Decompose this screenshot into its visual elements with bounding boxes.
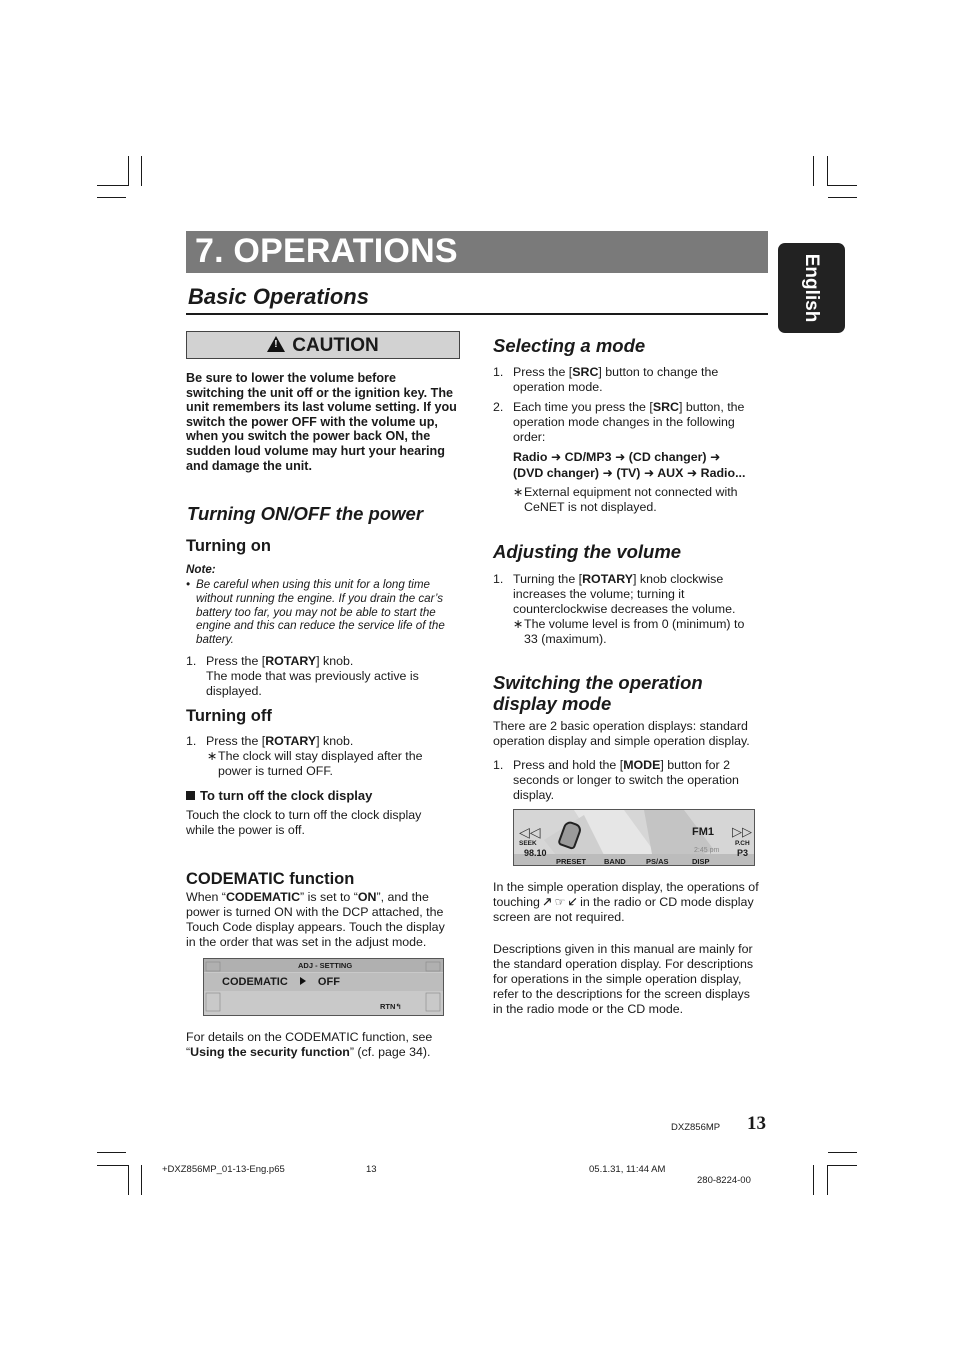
preset-button[interactable]: PRESET: [556, 857, 587, 866]
frequency-readout: 98.10: [524, 848, 547, 858]
display-return: RTN↰: [380, 1002, 402, 1011]
crop-mark: [827, 185, 857, 186]
band-button[interactable]: BAND: [604, 857, 626, 866]
language-tab: [778, 243, 845, 333]
note-mark: ∗: [513, 617, 524, 631]
display-mode-intro: There are 2 basic operation displays: standard operation display and simple operation display.: [493, 719, 750, 748]
square-bullet-icon: [186, 791, 195, 800]
touch-gesture-icons: 🡕 ☞ 🡗: [543, 894, 577, 909]
page-number: 13: [747, 1113, 766, 1134]
codematic-heading: CODEMATIC function: [186, 870, 355, 888]
note-mark: ∗: [207, 749, 218, 763]
clock-display-text: Touch the clock to turn off the clock display while the power is off.: [186, 808, 422, 837]
preset-number: P3: [737, 848, 749, 858]
seek-label: SEEK: [519, 840, 537, 847]
seek-forward-icon: ▷▷: [732, 824, 752, 839]
chapter-banner: [186, 231, 768, 273]
note-text: Be careful when using this unit for a long time without running the engine. If you drain the car’s battery too far, you may not be able to start the engine and this can reduce the service life of the battery.: [196, 578, 445, 647]
display-row: CODEMATIC OFF: [222, 976, 340, 988]
caution-label: CAUTION: [292, 335, 379, 356]
pch-label: P.CH: [735, 840, 750, 847]
display-header: ADJ - SETTING: [298, 961, 353, 970]
crop-mark: [813, 1165, 814, 1195]
display-background-pattern: [514, 810, 754, 865]
crop-mark: [128, 156, 129, 186]
turning-off-note: The clock will stay displayed after the power is turned OFF.: [218, 749, 423, 778]
crop-mark: [97, 185, 128, 186]
turning-on-heading: Turning on: [186, 537, 271, 555]
selecting-heading: Selecting a mode: [493, 335, 646, 356]
play-arrow-icon: [300, 977, 306, 985]
crop-mark: [827, 1165, 857, 1166]
codematic-details: For details on the CODEMATIC function, see “Using the security function” (cf. page 34).: [186, 1030, 433, 1059]
section-divider: [186, 313, 768, 315]
section-title: Basic Operations: [188, 284, 369, 309]
display-mode-heading: Switching the operation display mode: [493, 672, 703, 714]
footer-model: DXZ856MP: [671, 1122, 721, 1133]
clock-readout: 2:45 pm: [694, 847, 720, 854]
seek-back-icon: ◁◁: [519, 824, 541, 840]
note-bullet: •: [186, 578, 191, 591]
note-mark: ∗: [513, 485, 524, 499]
crop-mark: [128, 1165, 129, 1195]
chapter-title: 7. OPERATIONS: [195, 232, 458, 270]
mode-sequence: Radio ➜ CD/MP3 ➜ (CD changer) ➜ (DVD changer) ➜ (TV) ➜ AUX ➜ Radio...: [513, 450, 746, 480]
crop-mark: [827, 156, 828, 186]
clock-display-heading: To turn off the clock display: [186, 789, 372, 804]
warning-icon: !: [267, 336, 285, 352]
crop-mark: [141, 1165, 142, 1195]
disp-button[interactable]: DISP: [692, 857, 710, 866]
crop-mark: [97, 197, 126, 198]
volume-note: The volume level is from 0 (minimum) to 33 (maximum).: [524, 617, 745, 646]
note-label: Note:: [186, 563, 216, 576]
crop-mark: [827, 1165, 828, 1195]
return-icon: ↰: [395, 1002, 402, 1011]
selecting-note: External equipment not connected with CeNET is not displayed.: [524, 485, 738, 514]
volume-heading: Adjusting the volume: [493, 541, 682, 562]
description-note: Descriptions given in this manual are mainly for the standard operation display. For descriptions for operations in the simple operation display, refer to the descriptions for the screen displays in the radio mode or the CD mode.: [493, 942, 754, 1016]
crop-mark: [813, 156, 814, 186]
crop-mark: [141, 156, 142, 186]
codematic-text: When “CODEMATIC” is set to “ON”, and the power is turned ON with the DCP attached, the Touch Code display appears. Touch the display in the order that was set in the adjust mode.: [186, 890, 445, 949]
caution-box: [186, 331, 460, 359]
crop-mark: [97, 1165, 128, 1166]
crop-mark: [97, 1152, 126, 1153]
power-heading: Turning ON/OFF the power: [187, 503, 424, 524]
turning-off-heading: Turning off: [186, 707, 272, 725]
ps-as-button[interactable]: PS/AS: [646, 857, 669, 866]
footer-timestamp: 05.1.31, 11:44 AM: [589, 1164, 666, 1175]
footer-file-page: 13: [366, 1164, 377, 1175]
crop-mark: [828, 197, 857, 198]
footer-filename: +DXZ856MP_01-13-Eng.p65: [162, 1164, 285, 1175]
crop-mark: [828, 1152, 857, 1153]
language-tab-label: English: [801, 253, 822, 323]
simple-display-text: In the simple operation display, the operations of touching 🡕 ☞ 🡗 in the radio or CD mode display screen are not required.: [493, 880, 759, 924]
codematic-display: [203, 958, 444, 1016]
footer-part-number: 280-8224-00: [697, 1175, 751, 1186]
band-label: FM1: [692, 826, 714, 838]
radio-display: [513, 809, 755, 866]
caution-text: Be sure to lower the volume before switching the unit off or the ignition key. The unit remembers its last volume setting. If you switch the power OFF with the volume up, when you switch the power back ON, the sudden loud volume may hurt your hearing and damage the unit.: [186, 371, 457, 473]
